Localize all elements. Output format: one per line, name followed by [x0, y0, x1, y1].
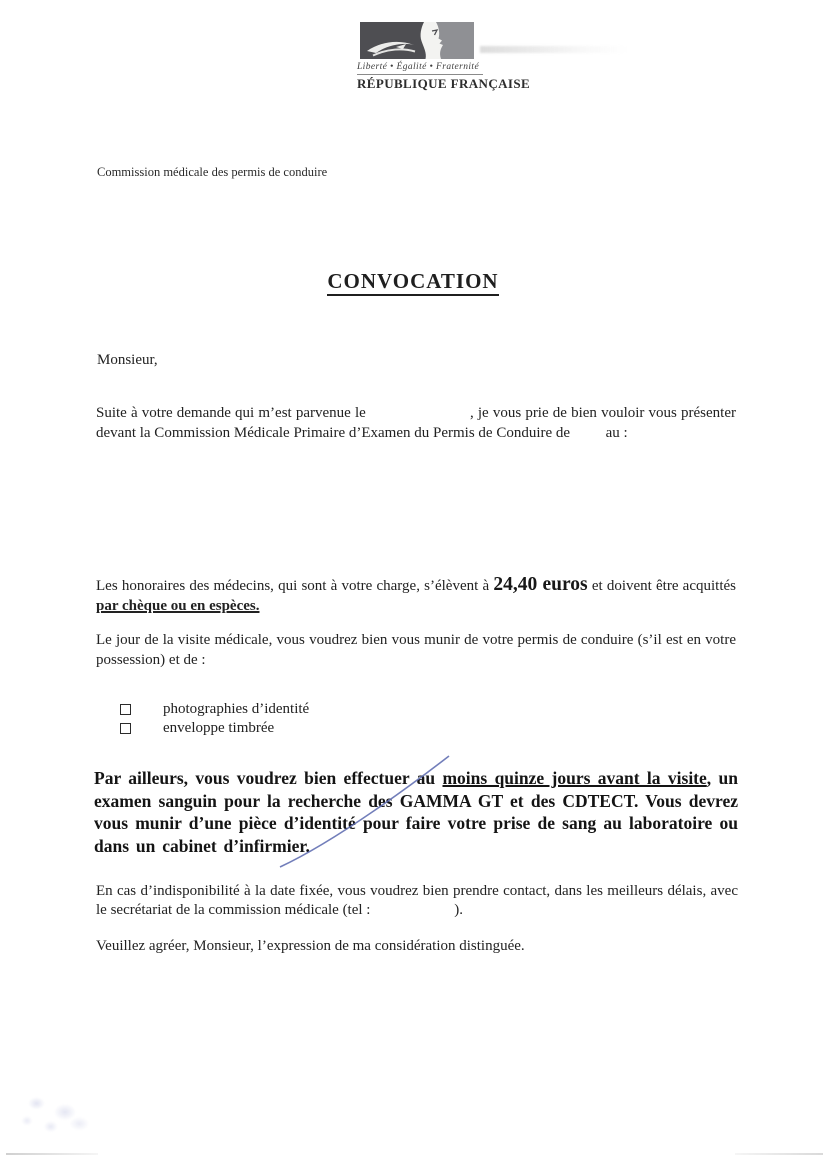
documents-checklist: [120, 701, 309, 738]
payment-method-emphasis: par chèque ou en espèces.: [96, 598, 260, 614]
blood-after-underline: , un examen sanguin pour la recherche des GAMMA GT et des CDTECT. Vous devrez vous munir d’une pièce d’identité pour faire votre prise de sang au laboratoire ou dans un cabinet d’infirmier.: [94, 768, 738, 856]
city-blank-field: [574, 436, 602, 437]
logo-motto: Liberté • Égalité • Fraternité: [357, 62, 483, 75]
checkbox-icon: [120, 704, 131, 715]
fee-amount: 24,40 euros: [493, 574, 588, 595]
phone-blank-field: [374, 913, 454, 914]
marianne-logo-icon: [360, 22, 474, 59]
checklist-item: [120, 701, 309, 719]
checklist-item-label: enveloppe timbrée: [163, 719, 275, 736]
fees-paragraph: [96, 575, 736, 616]
letter-title: CONVOCATION: [0, 269, 826, 294]
scan-artifact-line: [6, 1153, 98, 1155]
letterhead: [353, 22, 531, 92]
scan-smudge: [480, 46, 628, 53]
fees-before-amount: Les honoraires des médecins, qui sont à votre charge, s’élèvent à: [96, 578, 490, 594]
blood-underlined-phrase: moins quinze jours avant la visite: [442, 768, 707, 788]
intro-after-city: au :: [605, 425, 628, 441]
ink-stamp-ghost: [8, 1086, 103, 1144]
service-name: Commission médicale des permis de conduire: [97, 165, 328, 179]
intro-before-date: Suite à votre demande qui m’est parvenue le: [96, 405, 366, 421]
checklist-item: [120, 720, 309, 738]
checklist-item-label: photographies d’identité: [163, 701, 310, 717]
scan-artifact-line: [735, 1153, 823, 1155]
salutation: Monsieur,: [97, 352, 158, 368]
unavail-after-phone: ).: [454, 902, 463, 918]
blood-before-underline: Par ailleurs, vous voudrez bien effectuer au: [94, 768, 436, 788]
intro-after-date: , je vous prie de bien vouloir vous présenter devant la Commission Médicale Primaire d’Examen du Permis de Conduire de: [96, 405, 736, 441]
logo-country: RÉPUBLIQUE FRANÇAISE: [357, 76, 531, 91]
visit-day-paragraph: Le jour de la visite médicale, vous voudrez bien vous munir de votre permis de conduire (s’il est en votre possession) et de :: [96, 632, 736, 668]
closing-formula: Veuillez agréer, Monsieur, l’expression de ma considération distinguée.: [96, 938, 525, 954]
date-blank-field: [370, 416, 470, 417]
blood-test-paragraph: [94, 767, 738, 857]
fees-after-amount: et doivent être acquittés: [591, 578, 736, 594]
unavail-before-phone: En cas d’indisponibilité à la date fixée, vous voudrez bien prendre contact, dans les meilleurs délais, avec le secrétariat de la commission médicale (tel :: [96, 883, 738, 918]
unavailability-paragraph: [96, 882, 738, 920]
checkbox-icon: [120, 723, 131, 734]
intro-paragraph: [96, 403, 736, 443]
